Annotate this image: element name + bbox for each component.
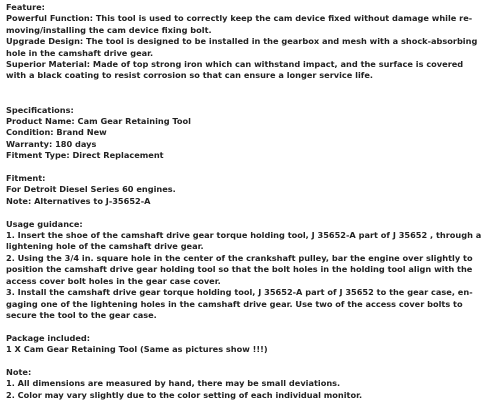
spacer xyxy=(6,321,416,332)
feature-line: Upgrade Design: The tool is designed to be installed in the gearbox and mesh with a shock-absorbing xyxy=(6,36,478,47)
usage-line: 2. Using the 3/4 in. square hole in the center of the crankshaft pulley, bar the engine over slightly to xyxy=(6,252,473,263)
note-line: 2. Color may vary slightly due to the color setting of each individual monitor. xyxy=(6,389,363,400)
specifications-heading: Specifications: xyxy=(6,104,74,115)
usage-section xyxy=(6,218,481,322)
spec-line: Product Name: Cam Gear Retaining Tool xyxy=(6,116,191,127)
usage-line: position the camshaft drive gear holding tool so that the bolt holes in the holding tool align with the xyxy=(6,264,473,275)
package-section xyxy=(6,333,416,356)
note-heading: Note: xyxy=(6,366,32,377)
usage-line: access cover bolt holes in the gear case cover. xyxy=(6,275,221,286)
feature-section xyxy=(6,2,478,82)
specifications-section xyxy=(6,105,416,162)
package-heading: Package included: xyxy=(6,332,91,343)
usage-line: lightening hole of the camshaft drive gear. xyxy=(6,241,204,252)
usage-heading: Usage guidance: xyxy=(6,218,83,229)
usage-line: 1. Insert the shoe of the camshaft drive gear torque holding tool, J 35652-A part of J 35652 , through a xyxy=(6,230,481,241)
fitment-line: Note: Alternatives to J-35652-A xyxy=(6,195,151,206)
spec-line: Condition: Brand New xyxy=(6,127,107,138)
usage-line: gaging one of the lightening holes in the camshaft drive gear. Use two of the access cover bolts to xyxy=(6,298,463,309)
package-line: 1 X Cam Gear Retaining Tool (Same as pictures show !!!) xyxy=(6,344,268,355)
spec-line: Fitment Type: Direct Replacement xyxy=(6,150,164,161)
fitment-section xyxy=(6,173,416,207)
spec-line: Warranty: 180 days xyxy=(6,138,97,149)
spacer xyxy=(6,82,416,93)
note-line: 1. All dimensions are measured by hand, there may be small deviations. xyxy=(6,378,341,389)
note-section xyxy=(6,367,416,401)
usage-line: 3. Install the camshaft drive gear torque holding tool, J 35652-A part of J 35652 to the gear case, en- xyxy=(6,287,473,298)
feature-line: Powerful Function: This tool is used to correctly keep the cam device fixed without damage while re- xyxy=(6,13,473,24)
spacer xyxy=(6,162,416,173)
feature-line: moving/installing the cam device fixing bolt. xyxy=(6,24,212,35)
feature-line: hole in the camshaft drive gear. xyxy=(6,47,154,58)
fitment-line: For Detroit Diesel Series 60 engines. xyxy=(6,184,176,195)
usage-line: secure the tool to the gear case. xyxy=(6,309,157,320)
feature-line: with a black coating to resist corrosion so that can ensure a longer service life. xyxy=(6,70,374,81)
feature-line: Superior Material: Made of top strong iron which can withstand impact, and the surface is covered xyxy=(6,59,464,70)
spacer xyxy=(6,93,416,104)
fitment-heading: Fitment: xyxy=(6,173,46,184)
spacer xyxy=(6,356,416,367)
feature-heading: Feature: xyxy=(6,2,45,12)
spacer xyxy=(6,207,416,218)
